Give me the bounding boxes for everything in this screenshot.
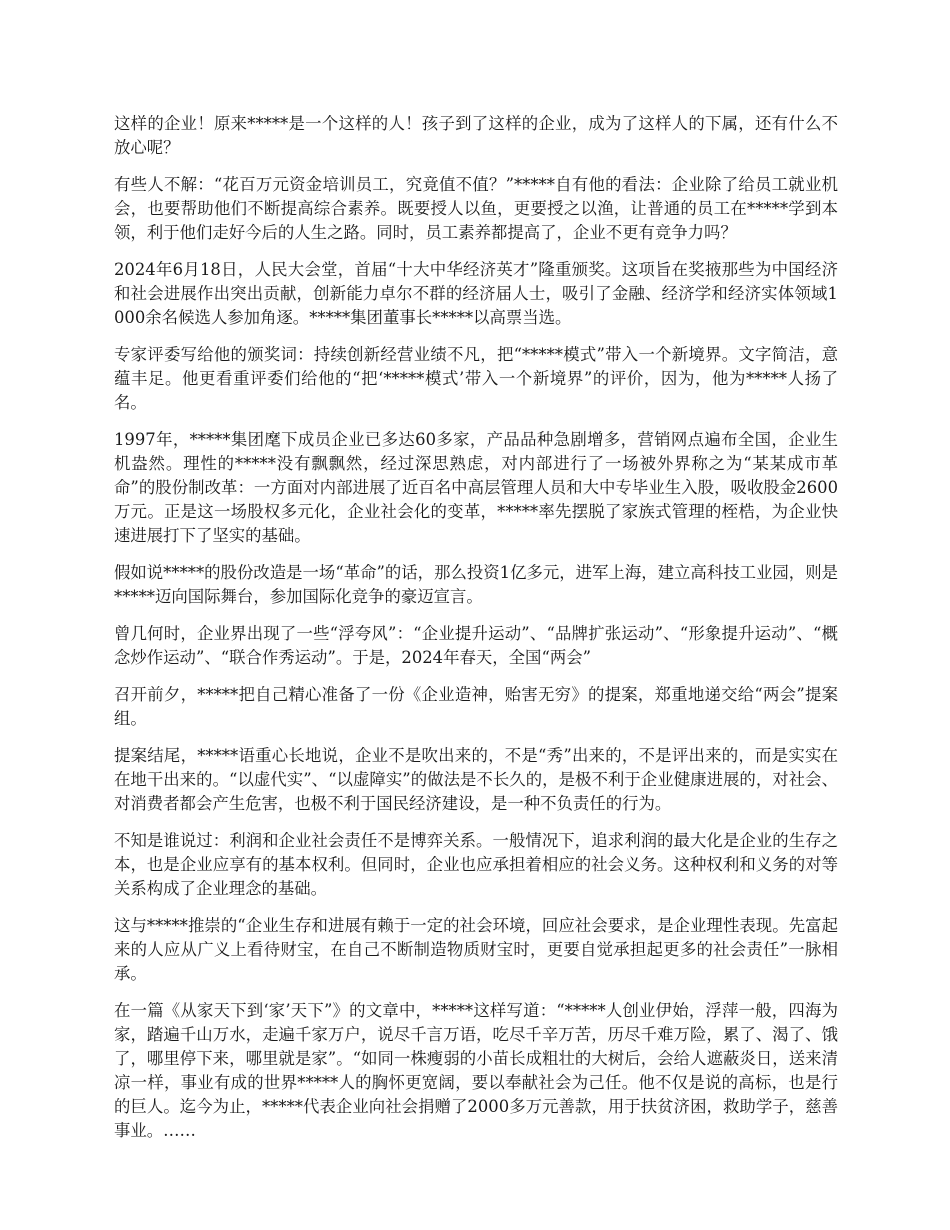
paragraph: 提案结尾，*****语重心长地说，企业不是吹出来的，不是“秀”出来的，不是评出来的，而是实实在在地干出来的。“以虚代实”、“以虚障实”的做法是不长久的，是极不利于企业健康进展的，对社会、对消费者都会产生危害，也极不利于国民经济建设，是一种不负责任的行为。: [114, 746, 838, 813]
paragraph: 专家评委写给他的颁奖词：持续创新经营业绩不凡，把“*****模式”带入一个新境界。文字简洁，意蕴丰足。他更看重评委们给他的“把‘*****模式’带入一个新境界”的评价，因为，他为*****人扬了名。: [114, 345, 838, 412]
paragraph: 1997年，*****集团麾下成员企业已多达60多家，产品品种急剧增多，营销网点遍布全国，企业生机盎然。理性的*****没有飘飘然，经过深思熟虑，对内部进行了一场被外界称之为“某某成市革命”的股份制改革：一方面对内部进展了近百名中高层管理人员和大中专毕业生入股，吸收股金2600万元。正是这一场股权多元化，企业社会化的变革，*****率先摆脱了家族式管理的桎梏，为企业快速进展打下了坚实的基础。: [114, 430, 838, 545]
document-body: [114, 112, 838, 1156]
paragraph: 2024年6月18日，人民大会堂，首届“十大中华经济英才”隆重颁奖。这项旨在奖掖那些为中国经济和社会进展作出突出贡献，创新能力卓尔不群的经济届人士，吸引了金融、经济学和经济实体领域1000余名候选人参加角逐。*****集团董事长*****以高票当选。: [114, 260, 838, 327]
paragraph: 假如说*****的股份改造是一场“革命”的话，那么投资1亿多元，进军上海，建立高科技工业园，则是*****迈向国际舞台，参加国际化竞争的豪迈宣言。: [114, 563, 838, 606]
paragraph: 有些人不解：“花百万元资金培训员工，究竟值不值？”*****自有他的看法：企业除了给员工就业机会，也要帮助他们不断提高综合素养。既要授人以鱼，更要授之以渔，让普通的员工在*****学到本领，利于他们走好今后的人生之路。同时，员工素养都提高了，企业不更有竞争力吗？: [114, 175, 838, 242]
paragraph: 在一篇《从家天下到‘家’天下”》的文章中，*****这样写道：“*****人创业伊始，浮萍一般，四海为家，踏遍千山万水，走遍千家万户，说尽千言万语，吃尽千辛万苦，历尽千难万险，累了、渴了、饿了，哪里停下来，哪里就是家”。“如同一株瘦弱的小苗长成粗壮的大树后，会给人遮蔽炎日，送来清凉一样，事业有成的世界*****人的胸怀更宽阔，要以奉献社会为己任。他不仅是说的高标，也是行的巨人。迄今为止，*****代表企业向社会捐赠了2000多万元善款，用于扶贫济困，救助学子，慈善事业。……: [114, 1001, 838, 1140]
paragraph: 这与*****推崇的“企业生存和进展有赖于一定的社会环境，回应社会要求，是企业理性表现。先富起来的人应从广义上看待财宝，在自己不断制造物质财宝时，更要自觉承担起更多的社会责任”一脉相承。: [114, 916, 838, 983]
paragraph: 召开前夕，*****把自己精心准备了一份《企业造神，贻害无穷》的提案，郑重地递交给“两会”提案组。: [114, 685, 838, 728]
paragraph: 这样的企业！原来*****是一个这样的人！孩子到了这样的企业，成为了这样人的下属，还有什么不放心呢？: [114, 114, 838, 157]
paragraph: 曾几何时，企业界出现了一些“浮夸风”：“企业提升运动”、“品牌扩张运动”、“形象提升运动”、“概念炒作运动”、“联合作秀运动”。于是，2024年春天，全国“两会”: [114, 624, 838, 667]
paragraph: 不知是谁说过：利润和企业社会责任不是博弈关系。一般情况下，追求利润的最大化是企业的生存之本，也是企业应享有的基本权利。但同时，企业也应承担着相应的社会义务。这种权利和义务的对等关系构成了企业理念的基础。: [114, 831, 838, 898]
